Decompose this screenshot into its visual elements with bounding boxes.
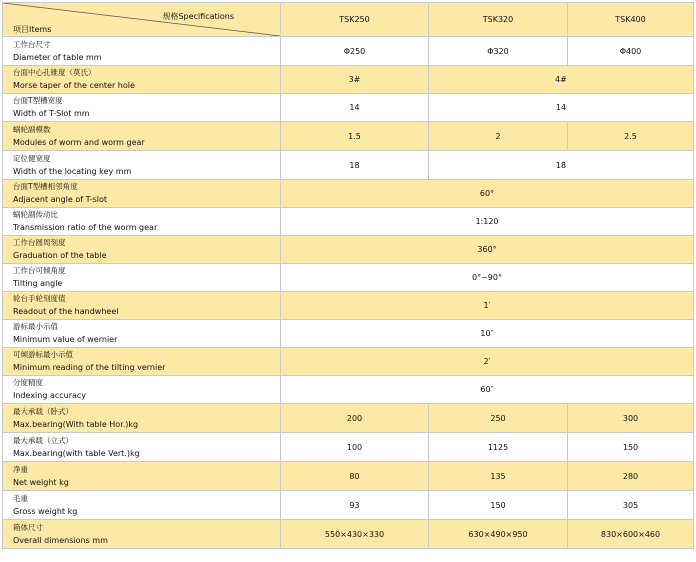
item-name-cell — [3, 491, 281, 520]
table-row — [3, 66, 694, 94]
value-cell: 280 — [568, 462, 694, 491]
value-cell: 830×600×460 — [568, 520, 694, 549]
table-row — [3, 348, 694, 376]
table-row — [3, 376, 694, 404]
item-name-cn: 台面中心孔锥度（莫氏） — [13, 68, 96, 77]
item-name-en: Modules of worm and worm gear — [13, 137, 145, 147]
item-name-en: Readout of the handwheel — [13, 307, 119, 316]
value-cell: 1′ — [281, 292, 694, 320]
item-name-cn: 工作台尺寸 — [13, 39, 51, 49]
item-name-en: Minimum value of wernier — [13, 335, 118, 344]
value-cell: 18 — [429, 151, 694, 180]
items-label: 项目Items — [13, 25, 52, 34]
value-cell: 300 — [568, 404, 694, 433]
item-name-cn: 游标最小示值 — [13, 322, 58, 331]
item-name-cell — [3, 94, 281, 122]
table-row — [3, 462, 694, 491]
value-cell: 2 — [429, 122, 568, 151]
model-header-tsk320: TSK320 — [429, 3, 568, 37]
value-cell: 4# — [429, 66, 694, 94]
item-name-cell — [3, 151, 281, 180]
item-name-cell — [3, 433, 281, 462]
value-cell: 18 — [281, 151, 429, 180]
item-name-cn: 可倾游标最小示值 — [13, 350, 73, 359]
item-name-en: Tilting angle — [13, 279, 63, 288]
value-cell: 80 — [281, 462, 429, 491]
value-cell: 250 — [429, 404, 568, 433]
value-cell: Φ250 — [281, 37, 429, 66]
item-name-en: Morse taper of the center hole — [13, 81, 135, 90]
item-name-cn: 毛重 — [13, 493, 28, 503]
value-cell: Φ400 — [568, 37, 694, 66]
item-name-cn: 定位健宽度 — [13, 153, 51, 163]
item-name-cell — [3, 208, 281, 236]
value-cell: 1.5 — [281, 122, 429, 151]
item-name-cell — [3, 376, 281, 404]
model-header-tsk250: TSK250 — [281, 3, 429, 37]
value-cell: Φ320 — [429, 37, 568, 66]
value-cell: 305 — [568, 491, 694, 520]
table-row — [3, 404, 694, 433]
item-name-cn: 最大承载（卧式） — [13, 406, 73, 416]
item-name-cn: 最大承载（立式） — [13, 435, 73, 445]
table-row — [3, 292, 694, 320]
model-header-tsk400: TSK400 — [568, 3, 694, 37]
header-row — [3, 3, 694, 37]
table-row — [3, 491, 694, 520]
item-name-cell — [3, 66, 281, 94]
value-cell: 60″ — [281, 376, 694, 404]
item-name-en: Max.bearing(with table Vert.)kg — [13, 448, 140, 458]
table-row — [3, 37, 694, 66]
item-name-en: Width of the locating key mm — [13, 166, 132, 176]
item-name-cell — [3, 122, 281, 151]
table-row — [3, 151, 694, 180]
value-cell: 2′ — [281, 348, 694, 376]
value-cell: 200 — [281, 404, 429, 433]
value-cell: 150 — [429, 491, 568, 520]
table-row — [3, 520, 694, 549]
specifications-label: 规格Specifications — [162, 12, 234, 21]
item-name-en: Graduation of the table — [13, 251, 107, 260]
item-name-cell — [3, 292, 281, 320]
value-cell: 10″ — [281, 320, 694, 348]
item-name-en: Net weight kg — [13, 477, 69, 487]
item-name-cn: 净重 — [13, 464, 28, 474]
header-corner-cell — [3, 3, 281, 37]
value-cell: 550×430×330 — [281, 520, 429, 549]
item-name-en: Gross weight kg — [13, 506, 78, 516]
item-name-cn: 箱体尺寸 — [13, 522, 43, 532]
value-cell: 150 — [568, 433, 694, 462]
value-cell: 14 — [429, 94, 694, 122]
item-name-cn: 台面T型槽相邻角度 — [13, 182, 78, 191]
item-name-cn: 台面T型槽宽度 — [13, 96, 63, 105]
value-cell: 3# — [281, 66, 429, 94]
item-name-cn: 工作台圆周刻度 — [13, 238, 66, 247]
item-name-cell — [3, 520, 281, 549]
item-name-en: Width of T-Slot mm — [13, 109, 90, 118]
value-cell: 93 — [281, 491, 429, 520]
item-name-cell — [3, 404, 281, 433]
item-name-cell — [3, 37, 281, 66]
value-cell: 1:120 — [281, 208, 694, 236]
value-cell: 100 — [281, 433, 429, 462]
table-row — [3, 208, 694, 236]
value-cell: 2.5 — [568, 122, 694, 151]
item-name-en: Max.bearing(With table Hor.)kg — [13, 419, 139, 429]
item-name-cell — [3, 264, 281, 292]
table-row — [3, 320, 694, 348]
item-name-cn: 蜗轮副模数 — [13, 124, 51, 134]
item-name-cell — [3, 462, 281, 491]
item-name-en: Minimum reading of the tilting vernier — [13, 363, 166, 372]
item-name-cn: 工作台可倾角度 — [13, 266, 66, 275]
value-cell: 0°~90° — [281, 264, 694, 292]
spec-table — [2, 2, 694, 549]
item-name-cn: 分度精度 — [13, 378, 43, 387]
item-name-en: Overall dimensions mm — [13, 535, 108, 545]
item-name-en: Diameter of table mm — [13, 52, 102, 62]
table-row — [3, 122, 694, 151]
value-cell: 14 — [281, 94, 429, 122]
value-cell: 135 — [429, 462, 568, 491]
table-row — [3, 94, 694, 122]
table-row — [3, 236, 694, 264]
item-name-cn: 轮台手轮刻度值 — [13, 294, 66, 303]
value-cell: 630×490×950 — [429, 520, 568, 549]
value-cell: 60° — [281, 180, 694, 208]
item-name-en: Indexing accuracy — [13, 391, 87, 400]
item-name-cell — [3, 180, 281, 208]
item-name-en: Adjacent angle of T-slot — [13, 195, 108, 204]
table-row — [3, 433, 694, 462]
item-name-cn: 蜗轮副传动比 — [13, 210, 58, 219]
item-name-cell — [3, 348, 281, 376]
table-row — [3, 264, 694, 292]
item-name-en: Transmission ratio of the worm gear — [13, 223, 158, 232]
table-row — [3, 180, 694, 208]
value-cell: 360° — [281, 236, 694, 264]
item-name-cell — [3, 320, 281, 348]
item-name-cell — [3, 236, 281, 264]
value-cell: 1125 — [429, 433, 568, 462]
